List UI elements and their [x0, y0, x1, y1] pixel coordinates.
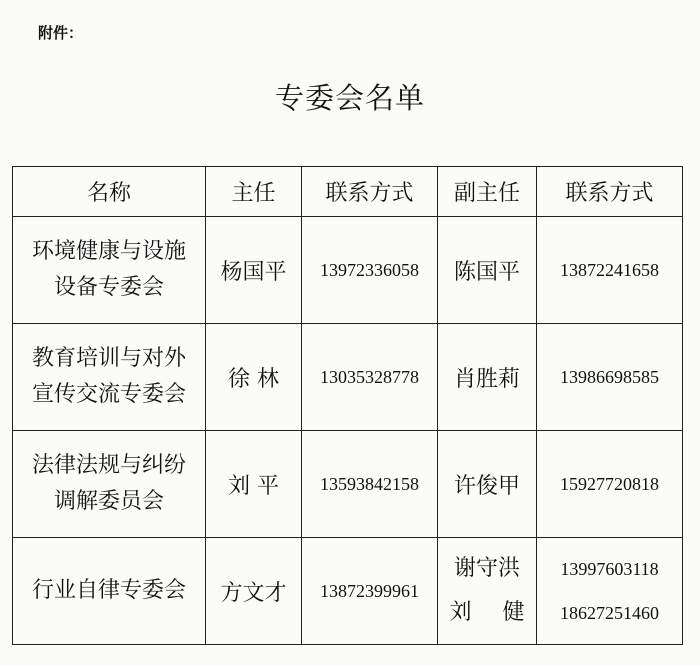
column-header-deputy-contact: 联系方式: [537, 167, 683, 217]
committee-name-cell: [13, 431, 206, 538]
deputy-cell: 肖胜莉: [438, 324, 537, 431]
committee-name-line: 教育培训与对外: [31, 346, 186, 371]
director-cell: 杨国平: [206, 217, 302, 324]
director-phone-cell: 13972336058: [302, 217, 438, 324]
deputy-phone: 18627251460: [560, 603, 659, 623]
table-header-row: [13, 167, 683, 217]
committee-name-cell: [13, 217, 206, 324]
committee-name-line: 法律法规与纠纷: [31, 453, 186, 478]
director-cell: 方文才: [206, 538, 302, 645]
table-row: [13, 431, 683, 538]
column-header-director: 主任: [206, 167, 302, 217]
document-title: 专委会名单: [274, 81, 425, 115]
column-header-director-contact: 联系方式: [302, 167, 438, 217]
committee-name-line: 调解委员会: [53, 489, 164, 514]
table-row: [13, 538, 683, 645]
deputy-phone: 13997603118: [560, 559, 659, 579]
deputy-cell: 许俊甲: [438, 431, 537, 538]
committee-name-line: 设备专委会: [53, 275, 164, 300]
committee-name-line: 宣传交流专委会: [31, 382, 186, 407]
deputy-phone-cell: 13986698585: [537, 324, 683, 431]
deputy-cell: 陈国平: [438, 217, 537, 324]
deputy-phone-cell: 13872241658: [537, 217, 683, 324]
deputy-cell: [438, 538, 537, 645]
deputy-phone-cell: [537, 538, 683, 645]
table-row: [13, 324, 683, 431]
committee-name-cell: 行业自律专委会: [13, 538, 206, 645]
director-cell: 徐 林: [206, 324, 302, 431]
committee-name-cell: [13, 324, 206, 431]
column-header-name: 名称: [13, 167, 206, 217]
committee-name-line: 环境健康与设施: [31, 239, 186, 264]
director-cell: 刘 平: [206, 431, 302, 538]
committee-roster-table: [12, 166, 683, 645]
column-header-deputy: 副主任: [438, 167, 537, 217]
director-phone-cell: 13035328778: [302, 324, 438, 431]
deputy-name: 刘 健: [449, 600, 537, 625]
attachment-label: 附件：: [38, 24, 84, 42]
director-phone-cell: 13872399961: [302, 538, 438, 645]
table-row: [13, 217, 683, 324]
director-phone-cell: 13593842158: [302, 431, 438, 538]
deputy-phone-cell: 15927720818: [537, 431, 683, 538]
deputy-name: 谢守洪: [453, 556, 520, 581]
